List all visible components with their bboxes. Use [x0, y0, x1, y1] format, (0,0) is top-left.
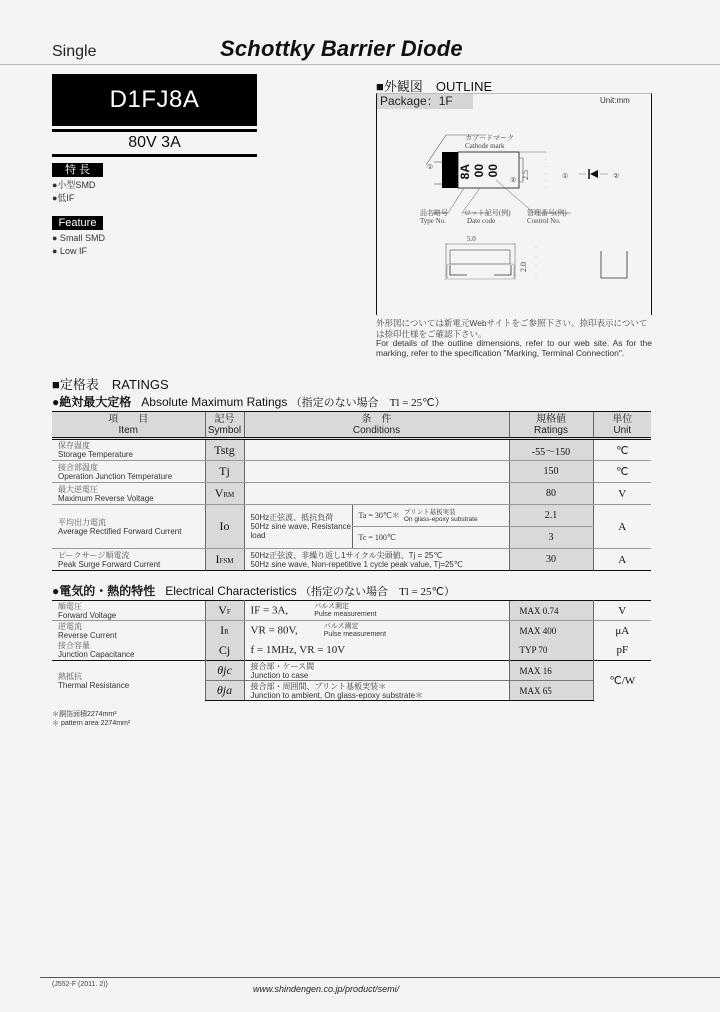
symbol-cell: VRM	[205, 483, 244, 505]
rating-cell: 30	[509, 549, 593, 571]
table-row	[52, 641, 651, 661]
cathode-mark-label-en: Cathode mark	[465, 142, 505, 150]
unit-cell: μA	[615, 624, 630, 637]
unit-cell: V	[593, 601, 651, 621]
package-label: Package：1F	[377, 94, 473, 109]
unit-cell: A	[593, 505, 651, 549]
electrical-characteristics-table	[52, 600, 651, 701]
package-outline-drawing	[376, 110, 652, 315]
col-conditions: 条 件 Conditions	[244, 412, 509, 439]
abs-max-heading-jp: ●絶対最大定格	[52, 395, 132, 409]
item-cell: 平均出力電流 Average Rectified Forward Current	[52, 505, 205, 549]
feature-jp-item: ●小型SMD	[52, 180, 96, 190]
electrical-heading-jp: ●電気的・熱的特性	[52, 584, 156, 598]
symbol-cell: θja	[205, 681, 244, 701]
outline-note-jp: 外形図については新電元Webサイトをご参照下さい。捺印表示については捺印仕様をご確認下さい。	[376, 318, 648, 339]
conditions-cell: IF = 3A, パルス測定 Pulse measurement	[244, 601, 509, 621]
col-item: 項 目 Item	[52, 412, 205, 439]
table-row	[52, 621, 651, 641]
abs-max-heading-cond: （指定のない場合 Tl = 25℃）	[290, 397, 446, 409]
conditions-cell: 接合部・周囲間、プリント基板実装＊ Junction to ambient, On glass-epoxy substrate＊	[244, 681, 509, 701]
unit-cell: A	[593, 549, 651, 571]
rating-cell: TYP 70	[509, 641, 593, 661]
pin1-label-top: ①	[427, 163, 434, 171]
rating-cell: MAX 400	[509, 621, 593, 641]
symbol-cell: Tstg	[205, 439, 244, 461]
conditions-cell: 50Hz正弦波、抵抗負荷 50Hz sine wave, Resistance load	[244, 505, 352, 549]
marking-control: 00	[486, 164, 500, 178]
pin2-label: ②	[510, 176, 517, 184]
table-row	[52, 549, 651, 571]
conditions-cell	[244, 483, 509, 505]
features-en-tag: Feature	[52, 216, 103, 230]
symbol-cell: Cj	[205, 641, 244, 661]
cathode-mark-label-jp: カソードマーク	[465, 134, 514, 142]
rating-cell: 80	[509, 483, 593, 505]
rating-cell: MAX 16	[509, 661, 593, 681]
subcondition-cell: Tc = 100℃	[352, 527, 509, 549]
conditions-cell: 接合部・ケース間 Junction to case	[250, 661, 315, 680]
col-symbol: 記号 Symbol	[205, 412, 244, 439]
symbol-cell: Io	[205, 505, 244, 549]
diode-pin2-label: ②	[613, 172, 620, 180]
table-row	[52, 439, 651, 461]
symbol-cell: θjc	[205, 661, 244, 681]
electrical-heading-en: Electrical Characteristics	[165, 584, 297, 598]
table-row	[52, 483, 651, 505]
item-cell: 順電圧 Forward Voltage	[52, 601, 205, 621]
rating-rule-bottom	[52, 154, 257, 157]
col-unit: 単位 Unit	[593, 412, 651, 439]
unit-label: Unit:mm	[600, 96, 630, 105]
category-label: Single	[52, 43, 97, 60]
outline-note-en: For details of the outline dimensions, refer to our web site. As for the marking, refer to the specification "Marking, Terminal Connection".	[376, 338, 652, 358]
document-code: (J552-F (2011. 2))	[52, 981, 108, 988]
item-cell: 逆電流 Reverse Current	[58, 621, 117, 640]
item-cell: 熱抵抗 Thermal Resistance	[58, 671, 130, 690]
unit-cell: ℃/W	[609, 675, 636, 688]
date-code-label-en: Date code	[467, 217, 496, 225]
conditions-cell: VR = 80V, パルス測定 Pulse measurement	[250, 622, 387, 638]
part-number: D1FJ8A	[52, 74, 257, 126]
ratings-heading: ■定格表 RATINGS	[52, 377, 169, 392]
electrical-heading	[52, 582, 455, 599]
item-cell: 最大逆電圧 Maximum Reverse Voltage	[52, 483, 205, 505]
dimension-height: 2.5	[521, 170, 530, 180]
unit-cell: pF	[616, 644, 629, 657]
type-no-label-jp: 品名略号	[420, 209, 448, 217]
symbol-cell: IR	[205, 621, 244, 641]
subcondition-cell: Ta = 30℃＊ プリント基板実装 On glass-epoxy substrate	[352, 505, 509, 527]
col-ratings: 規格値 Ratings	[509, 412, 593, 439]
feature-en-item: ● Small SMD	[52, 233, 105, 243]
symbol-cell: VF	[205, 601, 244, 621]
item-cell: 接合容量 Junction Capacitance	[58, 641, 135, 660]
table-row	[52, 461, 651, 483]
conditions-cell	[244, 439, 509, 461]
absolute-max-ratings-table	[52, 411, 651, 571]
table-header-row	[52, 412, 651, 439]
footer-divider	[40, 977, 720, 978]
unit-cell: ℃	[593, 461, 651, 483]
dimension-thickness: 2.0	[519, 262, 528, 272]
control-no-label-jp: 管理番号(例)	[527, 209, 567, 217]
unit-cell: V	[593, 483, 651, 505]
unit-cell: ℃	[593, 439, 651, 461]
electrical-heading-cond: （指定のない場合 Tl = 25℃）	[299, 586, 455, 598]
features-jp-tag: 特 長	[52, 163, 103, 177]
type-no-label-en: Type No.	[420, 217, 446, 225]
website-link[interactable]: www.shindengen.co.jp/product/semi/	[253, 984, 400, 994]
rating-cell: MAX 0.74	[509, 601, 593, 621]
symbol-cell: Tj	[205, 461, 244, 483]
header-divider	[0, 64, 720, 65]
symbol-cell: IFSM	[205, 549, 244, 571]
table-row	[52, 601, 651, 621]
dimension-length: 5.0	[467, 235, 476, 243]
abs-max-heading-en: Absolute Maximum Ratings	[141, 395, 288, 409]
outline-heading: ■外観図 OUTLINE	[376, 79, 493, 94]
rating-cell: MAX 65	[509, 681, 593, 701]
footnote	[52, 710, 130, 728]
feature-jp-item: ●低IF	[52, 193, 75, 203]
marking-type: 8A	[458, 164, 472, 180]
footnote-jp: ＊銅箔面積2274mm²	[52, 711, 117, 718]
diode-pin1-label: ①	[562, 172, 569, 180]
date-code-label-jp: ロット記号(例)	[464, 209, 511, 217]
conditions-cell: 50Hz正弦波、非繰り返し1サイクル尖頭値、Tj = 25℃ 50Hz sine wave, Non-repetitive 1 cycle peak value, Tj=25℃	[244, 549, 509, 571]
item-cell: ピークサージ順電流 Peak Surge Forward Current	[52, 549, 205, 571]
table-row	[52, 505, 651, 527]
item-cell: 保存温度 Storage Temperature	[52, 439, 205, 461]
conditions-cell	[244, 461, 509, 483]
rating-cell: 3	[509, 527, 593, 549]
rating-cell: -55～150	[509, 439, 593, 461]
feature-en-item: ● Low IF	[52, 246, 87, 256]
conditions-cell: f = 1MHz, VR = 10V	[250, 644, 346, 657]
abs-max-heading	[52, 393, 446, 410]
document-title: Schottky Barrier Diode	[220, 36, 463, 61]
rating-cell: 2.1	[509, 505, 593, 527]
item-cell: 接合部温度 Operation Junction Temperature	[52, 461, 205, 483]
marking-date: 00	[472, 164, 486, 178]
control-no-label-en: Control No.	[527, 217, 561, 225]
table-row	[52, 661, 651, 681]
rating-cell: 150	[509, 461, 593, 483]
footnote-en: ＊ pattern area 2274mm²	[52, 720, 131, 727]
part-rating: 80V 3A	[128, 134, 181, 151]
